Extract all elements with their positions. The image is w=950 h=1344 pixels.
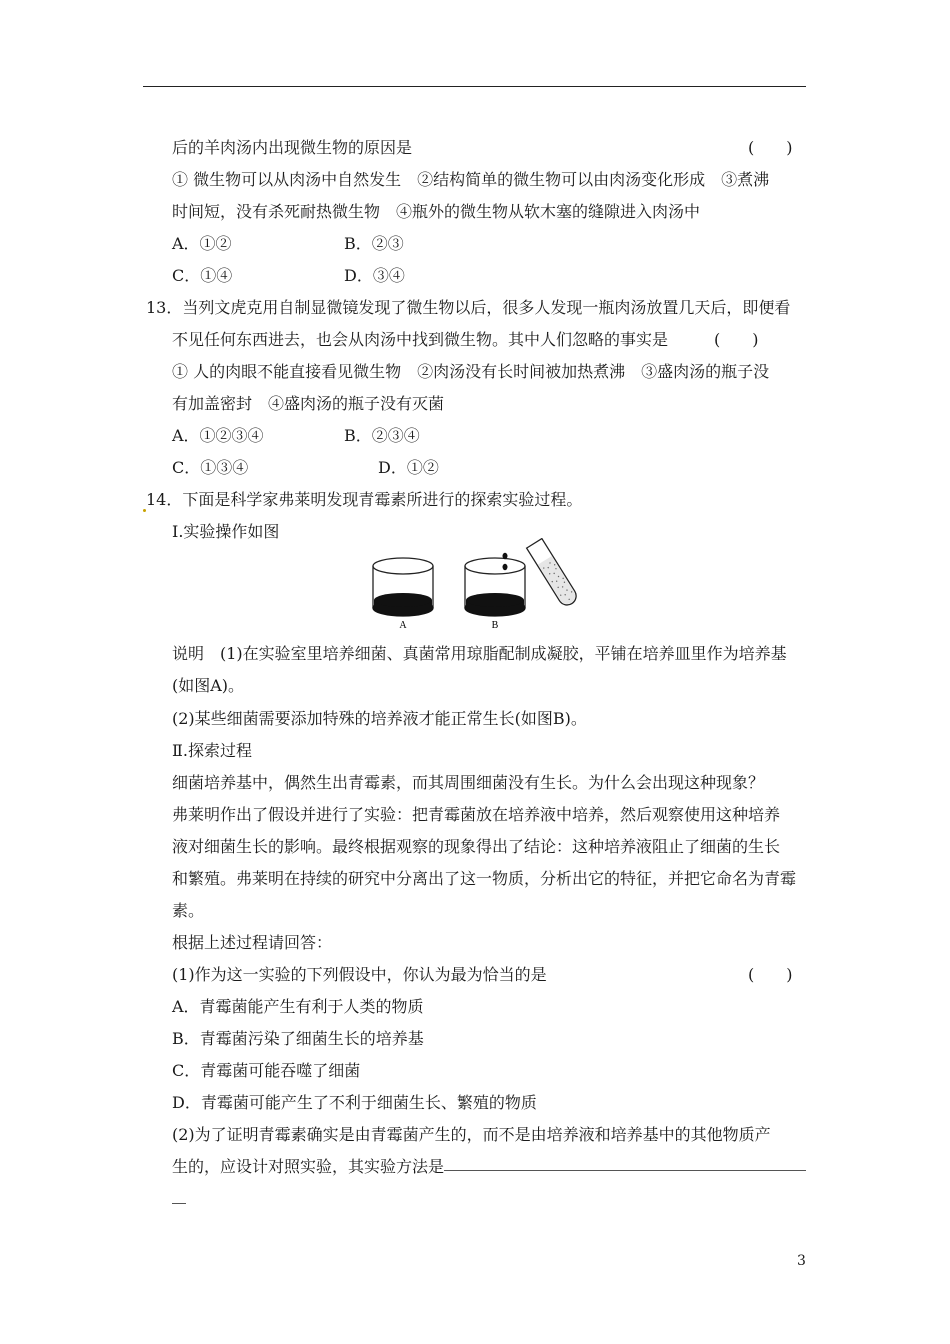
q14-option-d: D．青霉菌可能产生了不利于细菌生长、繁殖的物质: [172, 1093, 537, 1112]
q14-para2-line4: 素。: [172, 901, 205, 920]
q14-section1-heading: Ⅰ.实验操作如图: [172, 522, 280, 541]
q14-sub2-line1: (2)为了证明青霉素确实是由青霉菌产生的，而不是由培养液和培养基中的其他物质产: [172, 1125, 771, 1144]
q12-options-line1: ① 微生物可以从肉汤中自然发生 ②结构简单的微生物可以由肉汤变化形成 ③煮沸: [172, 170, 770, 189]
test-tube: [527, 539, 580, 609]
q14-para2-line1: 弗莱明作出了假设并进行了实验：把青霉菌放在培养液中培养，然后观察使用这种培养: [172, 805, 781, 824]
q14-para2-line2: 液对细菌生长的影响。最终根据观察的现象得出了结论：这种培养液阻止了细菌的生长: [172, 837, 781, 856]
q12-options-line2: 时间短，没有杀死耐热微生物 ④瓶外的微生物从软木塞的缝隙进入肉汤中: [172, 202, 701, 221]
q12-choice-d: D．③④: [344, 266, 405, 285]
experiment-figure: [370, 538, 580, 630]
q12-stem: 后的羊肉汤内出现微生物的原因是: [172, 138, 413, 157]
answer-blank[interactable]: [444, 1170, 806, 1171]
q13-options-line1: ① 人的肉眼不能直接看见微生物 ②肉汤没有长时间被加热煮沸 ③盛肉汤的瓶子没: [172, 362, 770, 381]
petri-dish-a: [373, 558, 433, 616]
q14-note-line3: (2)某些细菌需要添加特殊的培养液才能正常生长(如图B)。: [172, 709, 587, 728]
q13-answer-paren: ( ): [714, 330, 759, 349]
q12-choice-b: B．②③: [344, 234, 404, 253]
q14-option-b: B．青霉菌污染了细菌生长的培养基: [172, 1029, 424, 1048]
page-number: 3: [797, 1253, 806, 1269]
q12-choice-c: C．①④: [172, 266, 233, 285]
q14-sub1-answer-paren: ( ): [748, 965, 793, 984]
q14-section2-heading: Ⅱ.探索过程: [172, 741, 252, 760]
q13-options-line2: 有加盖密封 ④盛肉汤的瓶子没有灭菌: [172, 394, 445, 413]
q14-title: 14．下面是科学家弗莱明发现青霉素所进行的探索实验过程。: [146, 490, 583, 509]
q14-prompt: 根据上述过程请回答：: [172, 933, 333, 952]
q12-answer-paren: ( ): [748, 138, 793, 157]
figure-label-a: A: [399, 620, 407, 630]
q14-option-a: A．青霉菌能产生有利于人类的物质: [172, 997, 424, 1016]
q14-sub2-line2: 生的，应设计对照实验，其实验方法是: [172, 1157, 445, 1176]
q14-para1: 细菌培养基中，偶然生出青霉素，而其周围细菌没有生长。为什么会出现这种现象？: [172, 773, 765, 792]
q14-para2-line3: 和繁殖。弗莱明在持续的研究中分离出了这一物质，分析出它的特征，并把它命名为青霉: [172, 869, 797, 888]
q14-option-c: C．青霉菌可能吞噬了细菌: [172, 1061, 361, 1080]
q13-stem-line2: 不见任何东西进去，也会从肉汤中找到微生物。其中人们忽略的事实是: [172, 330, 669, 349]
q13-choice-d: D．①②: [378, 458, 439, 477]
q13-choice-a: A．①②③④: [172, 426, 264, 445]
figure-label-b: B: [491, 620, 499, 630]
q14-note-line1: 说明 (1)在实验室里培养细菌、真菌常用琼脂配制成凝胶，平铺在培养皿里作为培养基: [172, 644, 787, 663]
answer-blank-continuation[interactable]: [172, 1203, 186, 1204]
q13-choice-c: C．①③④: [172, 458, 249, 477]
q12-choice-a: A．①②: [172, 234, 232, 253]
q13-stem-line1: 13．当列文虎克用自制显微镜发现了微生物以后，很多人发现一瓶肉汤放置几天后，即便看: [146, 298, 791, 317]
q14-note-line2: (如图A)。: [172, 676, 245, 695]
q13-choice-b: B．②③④: [344, 426, 420, 445]
q14-sub1: (1)作为这一实验的下列假设中，你认为最为恰当的是: [172, 965, 547, 984]
header-rule: [143, 86, 806, 87]
petri-dish-b: [465, 553, 525, 616]
